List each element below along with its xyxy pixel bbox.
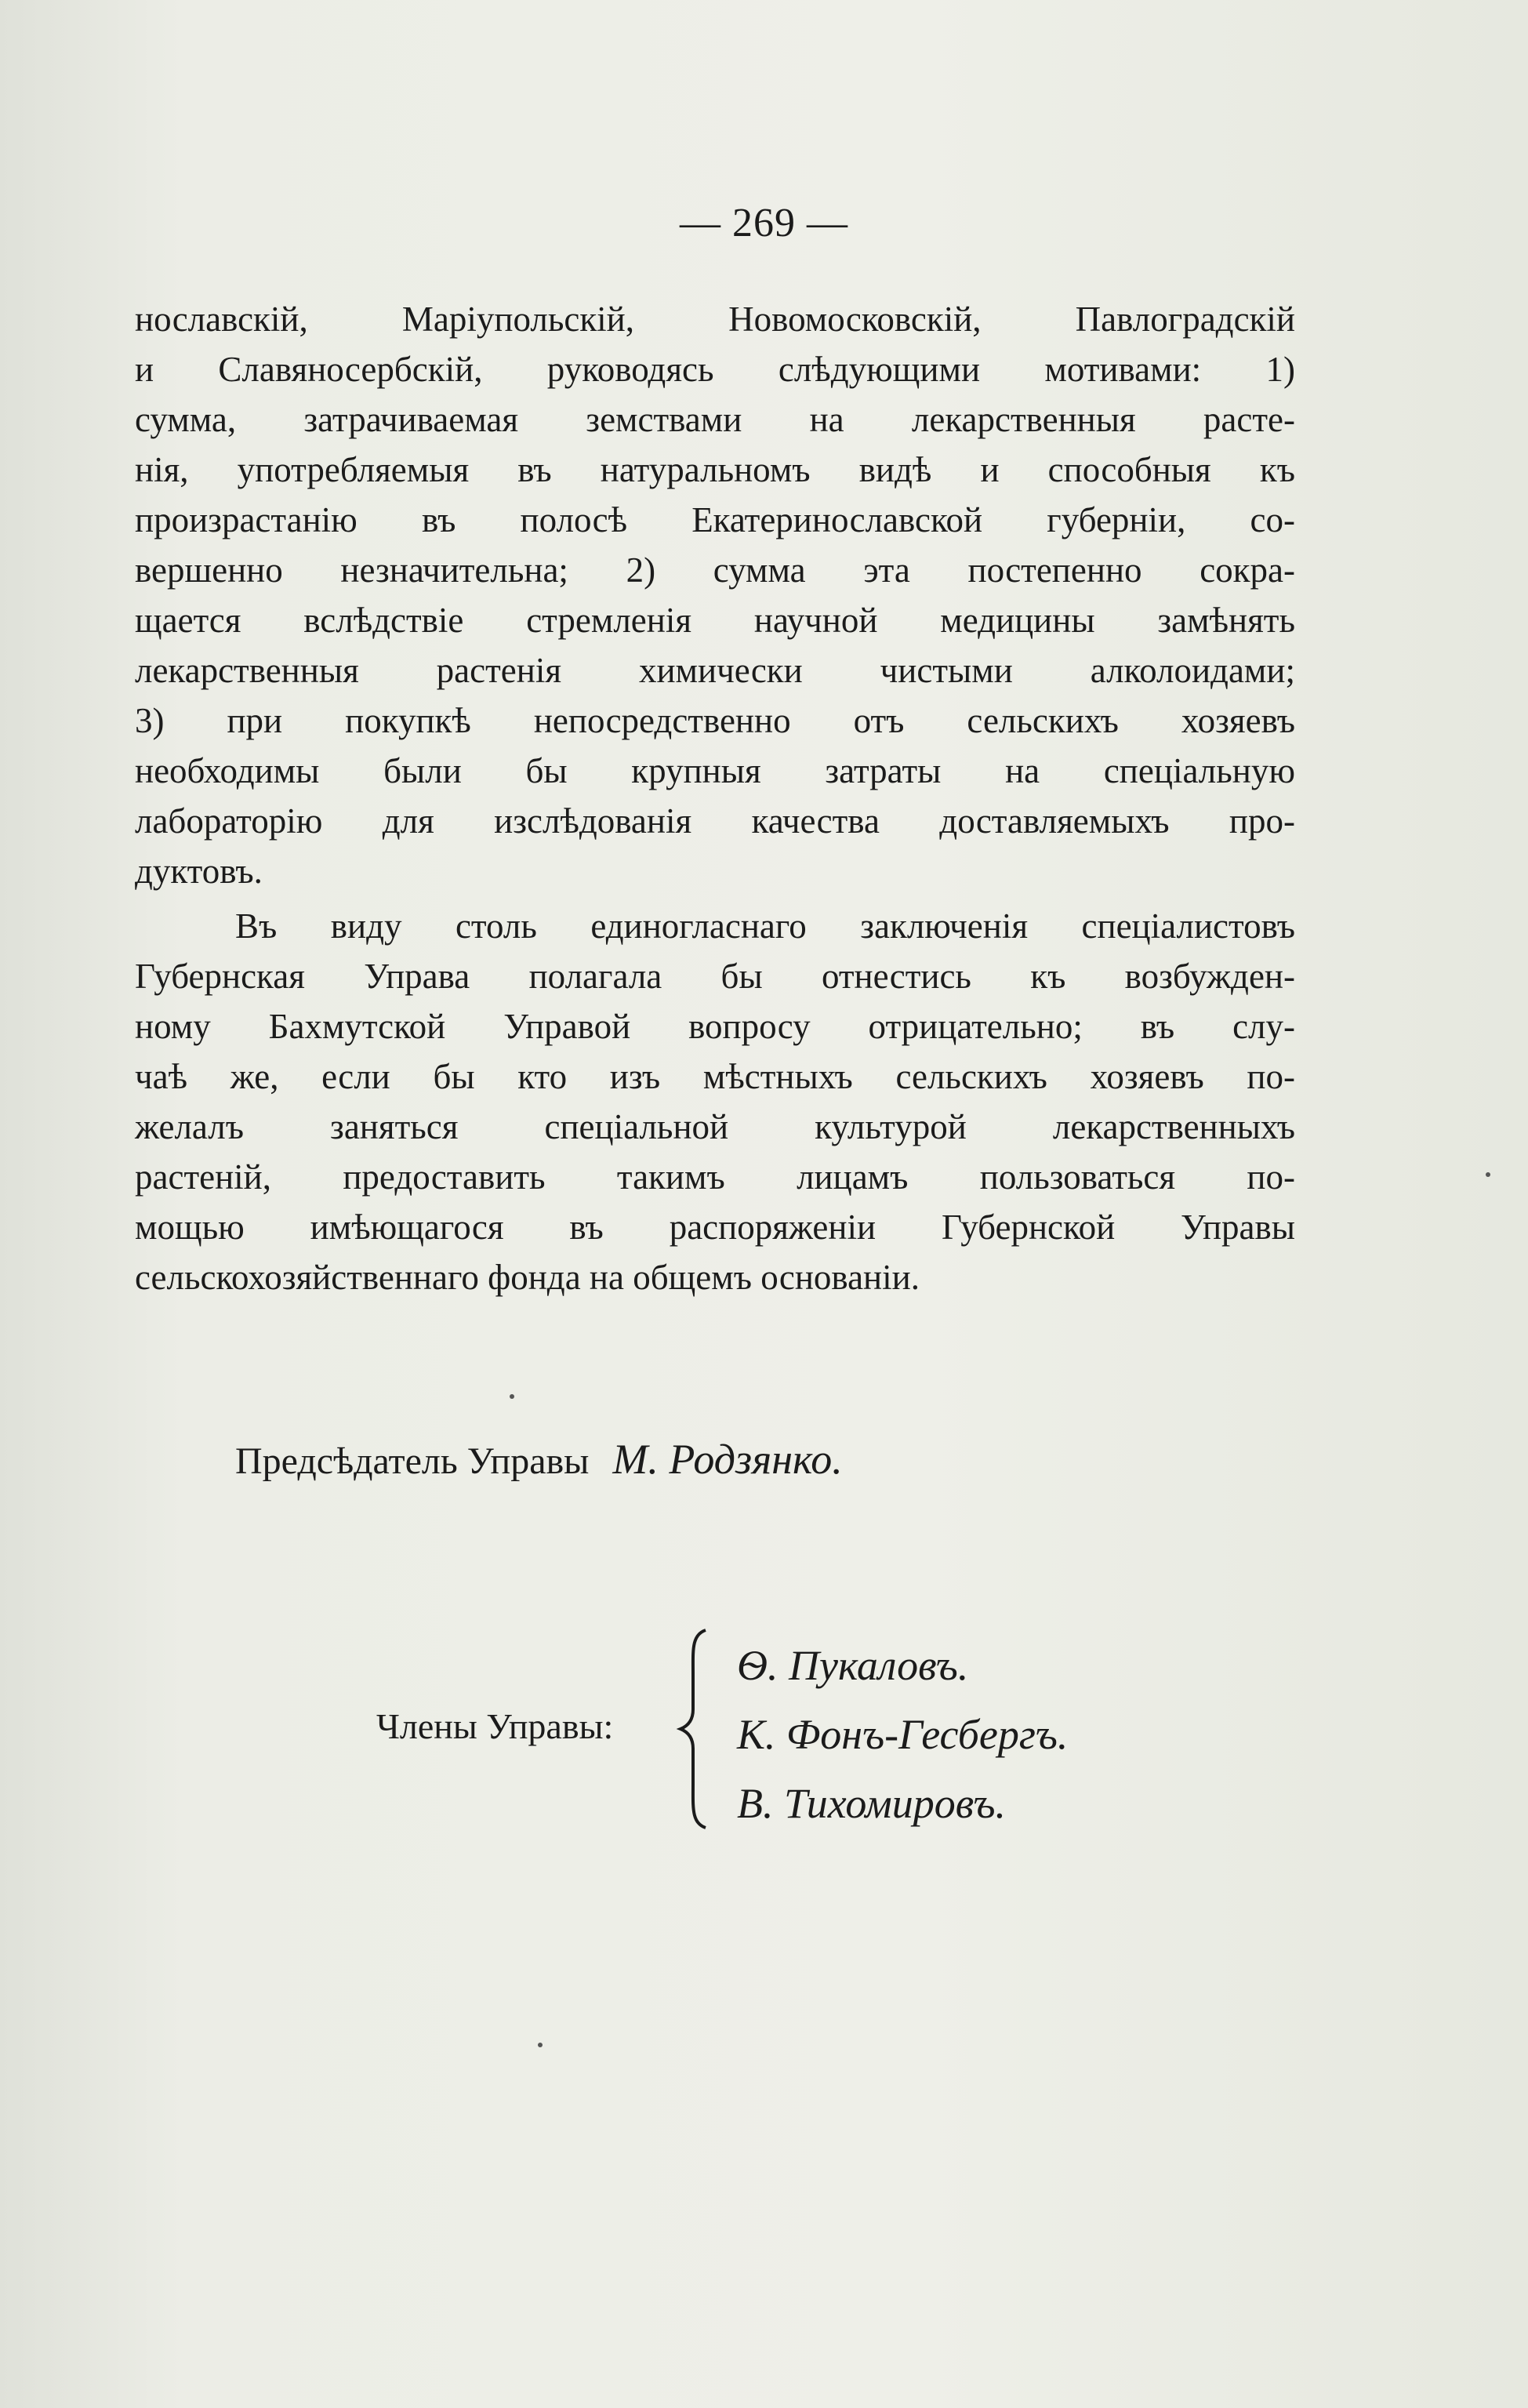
text-line: нiя, употребляемыя въ натуральномъ видѣ и способныя къ (135, 450, 1295, 489)
members-list (737, 1631, 1068, 1838)
text-line: лабораторiю для изслѣдованiя качества доставляемыхъ про- (135, 801, 1295, 841)
text-line: необходимы были бы крупныя затраты на спецiальную (135, 751, 1295, 790)
chairman-signature (235, 1435, 843, 1484)
member-name: К. Фонъ-Гесбергъ. (737, 1711, 1069, 1758)
paragraph-1 (135, 294, 1295, 896)
paragraph-2 (135, 901, 1295, 1302)
body-text (135, 294, 1295, 1302)
text-line: произрастанiю въ полосѣ Екатеринославской губернiи, со- (135, 500, 1295, 539)
text-line: щается вслѣдствiе стремленiя научной медицины замѣнять (135, 601, 1295, 640)
text-line: ному Бахмутской Управой вопросу отрицательно; въ слу- (135, 1007, 1295, 1046)
paper-speck (538, 2043, 543, 2047)
member-name: В. Тихомировъ. (737, 1780, 1007, 1827)
text-line: сельскохозяйственнаго фонда на общемъ основанiи. (135, 1258, 920, 1297)
text-line: сумма, затрачиваемая земствами на лекарственныя расте- (135, 400, 1295, 439)
curly-brace-icon (674, 1627, 713, 1831)
members-label: Члены Управы: (376, 1706, 614, 1746)
chairman-name: М. Родзянко. (612, 1436, 843, 1483)
text-line: лекарственныя растенiя химически чистыми алколоидами; (135, 651, 1295, 690)
text-line: мощью имѣющагося въ распоряженiи Губернской Управы (135, 1208, 1295, 1247)
text-line: желалъ заняться спецiальной культурой лекарственныхъ (135, 1107, 1295, 1146)
paper-speck (1486, 1172, 1490, 1177)
paper-speck (510, 1394, 514, 1399)
page-number: — 269 — (680, 201, 848, 245)
text-line: нославскiй, Марiупольскiй, Новомосковскiй, Павлоградскiй (135, 300, 1295, 339)
text-line: дуктовъ. (135, 852, 263, 891)
text-line: вершенно незначительна; 2) сумма эта постепенно сокра- (135, 550, 1295, 590)
text-line: Въ виду столь единогласнаго заключенiя спецiалистовъ (235, 906, 1295, 946)
text-line: Губернская Управа полагала бы отнестись къ возбужден- (135, 957, 1295, 996)
chairman-title: Предсѣдатель Управы (235, 1440, 590, 1482)
text-line: и Славяносербскiй, руководясь слѣдующими мотивами: 1) (135, 350, 1295, 389)
text-line: чаѣ же, если бы кто изъ мѣстныхъ сельскихъ хозяевъ по- (135, 1057, 1295, 1096)
text-line: 3) при покупкѣ непосредственно отъ сельскихъ хозяевъ (135, 701, 1295, 740)
text-line: растенiй, предоставить такимъ лицамъ пользоваться по- (135, 1157, 1295, 1197)
member-name: Ѳ. Пукаловъ. (737, 1642, 969, 1689)
